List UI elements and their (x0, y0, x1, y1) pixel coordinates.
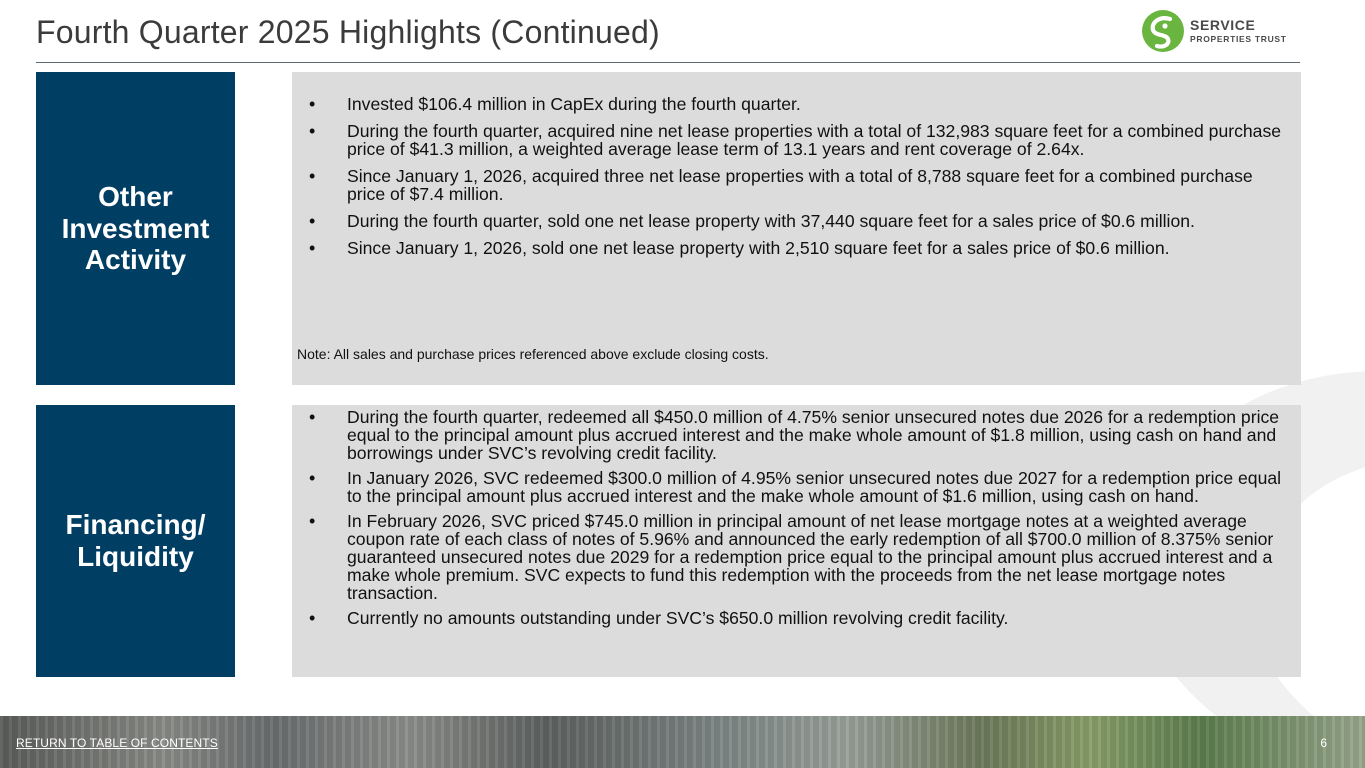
list-item: • Since January 1, 2026, sold one net lease property with 2,510 square feet for a sales price of $0.6 million. (292, 239, 1301, 257)
list-item: • In February 2026, SVC priced $745.0 million in principal amount of net lease mortgage notes at a weighted average coupon rate of each class of notes of 5.96% and announced the early redemption of all $700.0 million of 8.375% senior guaranteed unsecured notes due 2029 for a redemption price equal to the principal amount plus accrued interest and a make whole premium. SVC expects to fund this redemption with the proceeds from the net lease mortgage notes transaction. (292, 512, 1301, 602)
section-content-investment (292, 72, 1301, 385)
section-content-financing (292, 405, 1301, 677)
section-note: Note: All sales and purchase prices referenced above exclude closing costs. (297, 346, 769, 362)
logo-text-properties-trust: PROPERTIES TRUST (1190, 34, 1287, 45)
bullet-list-financing (292, 408, 1301, 627)
list-item: • Since January 1, 2026, acquired three net lease properties with a total of 8,788 square feet for a combined purchase price of $7.4 million. (292, 167, 1301, 203)
section-heading-box-financing (36, 405, 235, 677)
logo-mark-icon (1142, 10, 1184, 52)
list-item: • During the fourth quarter, sold one net lease property with 37,440 square feet for a sales price of $0.6 million. (292, 212, 1301, 230)
list-item: • During the fourth quarter, redeemed all $450.0 million of 4.75% senior unsecured notes due 2026 for a redemption price equal to the principal amount plus accrued interest and the make whole amount of $1.8 million, using cash on hand and borrowings under SVC’s revolving credit facility. (292, 408, 1301, 462)
bullet-list-investment (292, 95, 1301, 257)
footer-banner (0, 716, 1365, 768)
company-logo (1142, 10, 1287, 52)
list-item: • During the fourth quarter, acquired nine net lease properties with a total of 132,983 square feet for a combined purchase price of $41.3 million, a weighted average lease term of 13.1 years and rent coverage of 2.64x. (292, 122, 1301, 158)
list-item: • Currently no amounts outstanding under SVC’s $650.0 million revolving credit facility. (292, 609, 1301, 627)
title-divider (36, 62, 1300, 63)
page-number: 6 (1320, 736, 1327, 750)
logo-text-service: SERVICE (1190, 17, 1256, 34)
page-title: Fourth Quarter 2025 Highlights (Continued) (36, 14, 660, 50)
section-heading-investment: Other Investment Activity (61, 181, 210, 276)
section-heading-box-investment (36, 72, 235, 385)
list-item: • In January 2026, SVC redeemed $300.0 million of 4.95% senior unsecured notes due 2027 for a redemption price equal to the principal amount plus accrued interest and the make whole amount of $1.6 million, using cash on hand. (292, 469, 1301, 505)
return-to-toc-link[interactable]: RETURN TO TABLE OF CONTENTS (16, 736, 218, 750)
list-item: • Invested $106.4 million in CapEx during the fourth quarter. (292, 95, 1301, 113)
section-heading-financing: Financing/ Liquidity (65, 509, 206, 572)
